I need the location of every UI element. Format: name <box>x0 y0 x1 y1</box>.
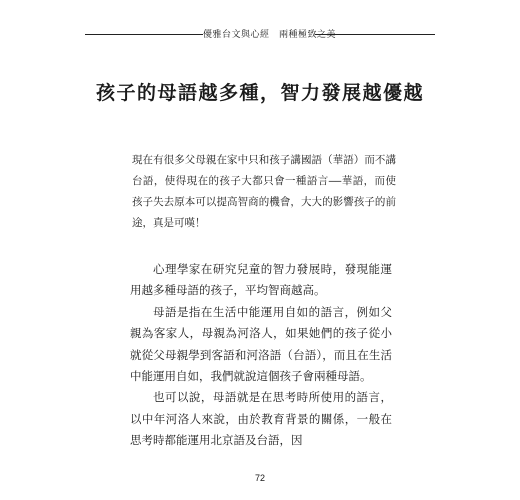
body-text <box>130 259 392 452</box>
body-paragraph: 母語是指在生活中能運用自如的語言，例如父親為客家人，母親為河洛人，如果她們的孩子從小就從父母親學到客語和河洛語（台語），而且在生活中能運用自如，我們就說這個孩子會兩種母語。 <box>130 304 392 384</box>
body-paragraph: 也可以說，母語就是在思考時所使用的語言，以中年河洛人來說，由於教育背景的關係，一般在思考時都能運用北京語及台語，因 <box>130 390 392 448</box>
page-number: 72 <box>254 473 265 483</box>
body-paragraph: 心理學家在研究兒童的智力發展時，發現能運用越多種母語的孩子，平均智商越高。 <box>130 262 392 298</box>
header-rule-right <box>315 34 435 35</box>
chapter-title: 孩子的母語越多種，智力發展越優越 <box>95 82 424 104</box>
preface-note: 現在有很多父母親在家中只和孩子講國語（華語）而不講台語，使得現在的孩子大都只會一種語言——華語，而使孩子失去原本可以提高智商的機會，大大的影響孩子的前途，真是可嘆！ <box>132 154 396 229</box>
running-header: 優雅台文與心經 兩種極致之美 <box>203 30 337 40</box>
header-rule-left <box>85 34 203 35</box>
